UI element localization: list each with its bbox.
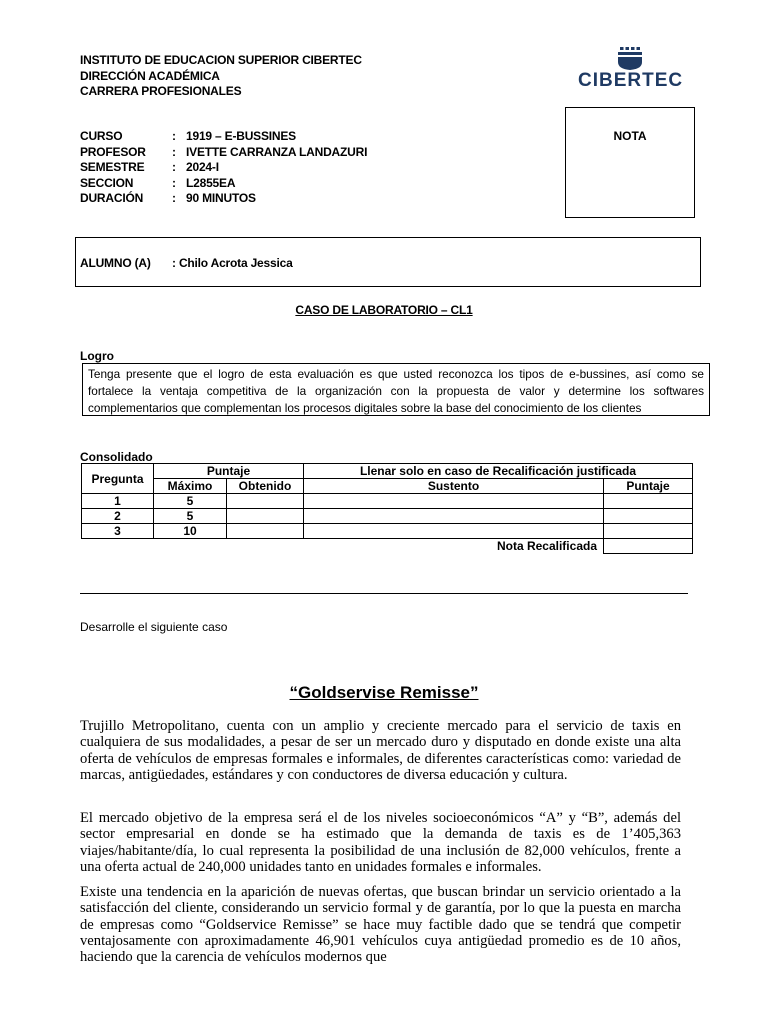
nota-box (565, 107, 695, 218)
info-value: 90 MINUTOS (186, 191, 256, 205)
row-maximo: 5 (154, 509, 227, 524)
table-row (82, 524, 693, 539)
header-sustento: Sustento (304, 479, 604, 494)
header-maximo: Máximo (154, 479, 227, 494)
info-row-duracion: DURACIÓN : 90 MINUTOS (80, 191, 256, 205)
crown-icon (578, 44, 680, 72)
lab-case-title: CASO DE LABORATORIO – CL1 (295, 303, 473, 317)
department-name: DIRECCIÓN ACADÉMICA (80, 68, 220, 83)
info-key: DURACIÓN (80, 191, 144, 205)
header-obtenido: Obtenido (227, 479, 304, 494)
case-paragraph-1: Trujillo Metropolitano, cuenta con un amplio y creciente mercado para el servicio de taxis en cualquiera de sus modalidades, a pesar de ser un mercado duro y disputado en donde existe una alta oferta de vehículos de empresas formales e informales, de diferentes características como: variedad de marcas, antigüedades, estándares y con conductores de diversa educación y cultura. (80, 718, 681, 783)
consolidado-table (81, 463, 693, 554)
logro-text: Tenga presente que el logro de esta evaluación es que usted reconozca los tipos de e-bussines, así como se fortalece la ventaja competitiva de la organización con la propuesta de valor y determine los softwares complementarios que complementan los procesos digitales sobre la base del conocimiento de los clientes (82, 363, 710, 416)
row-puntaje (604, 524, 693, 539)
nota-label: NOTA (613, 129, 647, 143)
header-recalificacion: Llenar solo en caso de Recalificación justificada (304, 464, 693, 479)
nota-recalificada-cell (604, 539, 693, 554)
instruction-text: Desarrolle el siguiente caso (80, 620, 228, 634)
header-pregunta: Pregunta (82, 464, 154, 494)
info-key: SEMESTRE (80, 160, 145, 174)
info-row-semestre: SEMESTRE : 2024-I (80, 160, 219, 174)
career-name: CARRERA PROFESIONALES (80, 84, 242, 98)
row-maximo: 10 (154, 524, 227, 539)
row-puntaje (604, 509, 693, 524)
info-value: IVETTE CARRANZA LANDAZURI (186, 144, 368, 159)
info-key: PROFESOR (80, 144, 146, 159)
cibertec-logo (578, 44, 684, 94)
row-pregunta: 3 (82, 524, 154, 539)
student-box (75, 237, 701, 287)
row-sustento (304, 524, 604, 539)
row-obtenido (227, 524, 304, 539)
student-label: ALUMNO (A) (80, 256, 151, 270)
info-row-profesor: PROFESOR : IVETTE CARRANZA LANDAZURI (80, 144, 368, 159)
student-name: Chilo Acrota Jessica (178, 256, 293, 270)
institution-header (80, 53, 362, 100)
case-title: “Goldservise Remisse” (289, 683, 479, 702)
divider (80, 593, 688, 594)
row-obtenido (227, 509, 304, 524)
info-value: 2024-I (186, 160, 219, 174)
row-obtenido (227, 494, 304, 509)
institution-name: INSTITUTO DE EDUCACION SUPERIOR CIBERTEC (80, 53, 362, 67)
info-row-seccion: SECCION : L2855EA (80, 175, 236, 190)
case-paragraph-3: Existe una tendencia en la aparición de nuevas ofertas, que buscan brindar un servicio orientado a la satisfacción del cliente, considerando un servicio formal y de garantía, por lo que la puesta en marcha de empresas como “Goldservice Remisse” se hace muy factible dado que se tendrá que competir ventajosamente con aproximadamente 46,901 vehículos cuya antigüedad promedio es de 10 años, haciendo que la carencia de vehículos modernos que (80, 884, 681, 966)
student-row: ALUMNO (A) : Chilo Acrota Jessica (80, 256, 293, 270)
table-row (82, 509, 693, 524)
row-sustento (304, 509, 604, 524)
nota-recalificada-label: Nota Recalificada (496, 539, 597, 554)
row-maximo: 5 (154, 494, 227, 509)
logro-label: Logro (80, 349, 114, 363)
course-info (80, 129, 367, 207)
logo-text: CIBERTEC (578, 70, 684, 91)
consolidado-label: Consolidado (80, 450, 153, 464)
table-row (82, 494, 693, 509)
row-sustento (304, 494, 604, 509)
info-value: L2855EA (186, 175, 236, 190)
info-key: SECCION (80, 175, 134, 190)
info-row-curso: CURSO : 1919 – E-BUSSINES (80, 129, 296, 143)
info-value: 1919 – E-BUSSINES (186, 129, 296, 143)
row-pregunta: 2 (82, 509, 154, 524)
header-puntaje: Puntaje (154, 464, 304, 479)
info-key: CURSO (80, 129, 123, 143)
row-pregunta: 1 (82, 494, 154, 509)
row-puntaje (604, 494, 693, 509)
header-puntaje-recal: Puntaje (604, 479, 693, 494)
case-paragraph-2: El mercado objetivo de la empresa será el de los niveles socioeconómicos “A” y “B”, además del sector empresarial en donde se ha estimado que la demanda de taxis es de 1’405,363 viajes/habitante/día, lo cual representa la posibilidad de una inclusión de 82,000 vehículos, frente a una oferta actual de 240,000 unidades tanto en unidades formales e informales. (80, 810, 681, 875)
